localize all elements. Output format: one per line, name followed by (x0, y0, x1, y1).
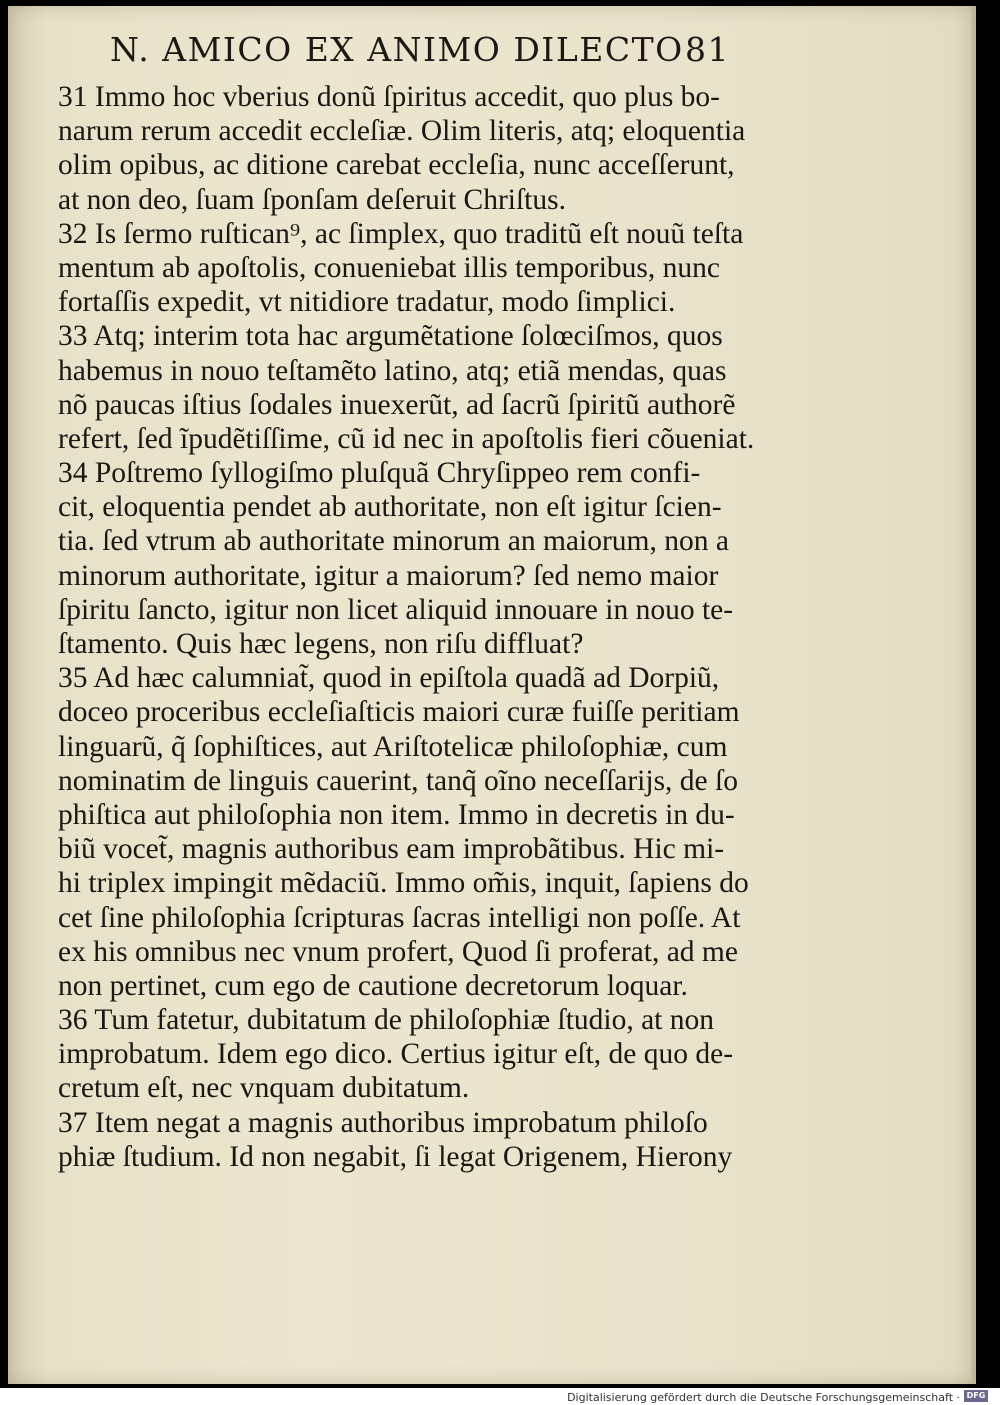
text-line: nõ paucas iſtius ſodales inuexerũt, ad ſacrũ ſpiritũ authorẽ (58, 388, 736, 421)
text-line: 34 Poſtremo ſyllogiſmo pluſquã Chryſippeo rem confi‑ (58, 457, 701, 490)
running-title: N. AMICO EX ANIMO DILECTO (110, 30, 684, 69)
text-line: fortaſſis expedit, vt nitidiore tradatur, modo ſimplici. (58, 286, 676, 319)
text-line: refert, ſed ĩpudẽtiſſime, cũ id nec in apoſtolis fieri cõueniat. (58, 422, 755, 455)
text-line: improbatum. Idem ego dico. Certius igitur eſt, de quo de‑ (58, 1038, 734, 1071)
text-line: 33 Atq; interim tota hac argumẽtatione ſolœciſmos, quos (58, 320, 723, 353)
text-line: nominatim de linguis cauerint, tanq̃ oĩno neceſſarijs, de ſo (58, 764, 738, 797)
text-line: olim opibus, ac ditione carebat eccleſia, nunc acceſſerunt, (58, 149, 735, 182)
text-line: cet ſine philoſophia ſcripturas ſacras intelligi non poſſe. At (58, 901, 741, 934)
text-line: hi triplex impingit mẽdaciũ. Immo om̃is, inquit, ſapiens do (58, 867, 749, 900)
text-body (58, 80, 770, 1174)
text-line: biũ vocet̃, magnis authoribus eam improbãtibus. Hic mi‑ (58, 833, 725, 866)
text-line: cit, eloquentia pendet ab authoritate, non eſt igitur ſcien‑ (58, 491, 722, 524)
text-line: cretum eſt, nec vnquam dubitatum. (58, 1072, 470, 1105)
text-line: phiſtica aut philoſophia non item. Immo in decretis in du‑ (58, 798, 735, 831)
text-line: linguarũ, q̃ ſophiſtices, aut Ariſtotelicæ philoſophiæ, cum (58, 730, 728, 763)
text-line: 36 Tum fatetur, dubitatum de philoſophiæ ſtudio, at non (58, 1004, 715, 1037)
text-line: mentum ab apoſtolis, conueniebat illis temporibus, nunc (58, 251, 720, 284)
text-line: 37 Item negat a magnis authoribus improbatum philoſo (58, 1106, 708, 1139)
text-line: habemus in nouo teſtamẽto latino, atq; etiã mendas, quas (58, 354, 727, 387)
text-line: doceo proceribus eccleſiaſticis maiori curæ fuiſſe peritiam (58, 696, 740, 729)
text-line: tia. ſed vtrum ab authoritate minorum an maiorum, non a (58, 525, 729, 558)
text-line: phiæ ſtudium. Id non negabit, ſi legat Origenem, Hierony (58, 1140, 733, 1173)
text-line: narum rerum accedit eccleſiæ. Olim literis, atq; eloquentia (58, 115, 746, 148)
text-line: ſtamento. Quis hæc legens, non riſu diffluat? (58, 628, 584, 660)
folio-number: 81 (685, 30, 730, 69)
text-line: ex his omnibus nec vnum profert, Quod ſi proferat, ad me (58, 935, 738, 968)
dfg-logo: DFG (964, 1390, 988, 1402)
text-line: at non deo, ſuam ſponſam deſeruit Chriſtus. (58, 183, 566, 216)
funding-credit: Digitalisierung gefördert durch die Deutsche Forschungsgemeinschaft · (567, 1391, 960, 1404)
running-header (110, 30, 770, 69)
text-line: ſpiritu ſancto, igitur non licet aliquid innouare in nouo te‑ (58, 593, 734, 626)
page-edge (972, 6, 976, 1384)
text-line: 31 Immo hoc vberius donũ ſpiritus accedit, quo plus bo‑ (58, 81, 721, 113)
text-line: 32 Is ſermo ruſtican⁹, ac ſimplex, quo traditũ eſt nouũ teſta (58, 217, 744, 250)
text-line: minorum authoritate, igitur a maiorum? ſed nemo maior (58, 559, 719, 592)
text-line: non pertinet, cum ego de cautione decretorum loquar. (58, 969, 688, 1002)
text-line: 35 Ad hæc calumniat̃, quod in epiſtola quadã ad Dorpiũ, (58, 662, 720, 695)
